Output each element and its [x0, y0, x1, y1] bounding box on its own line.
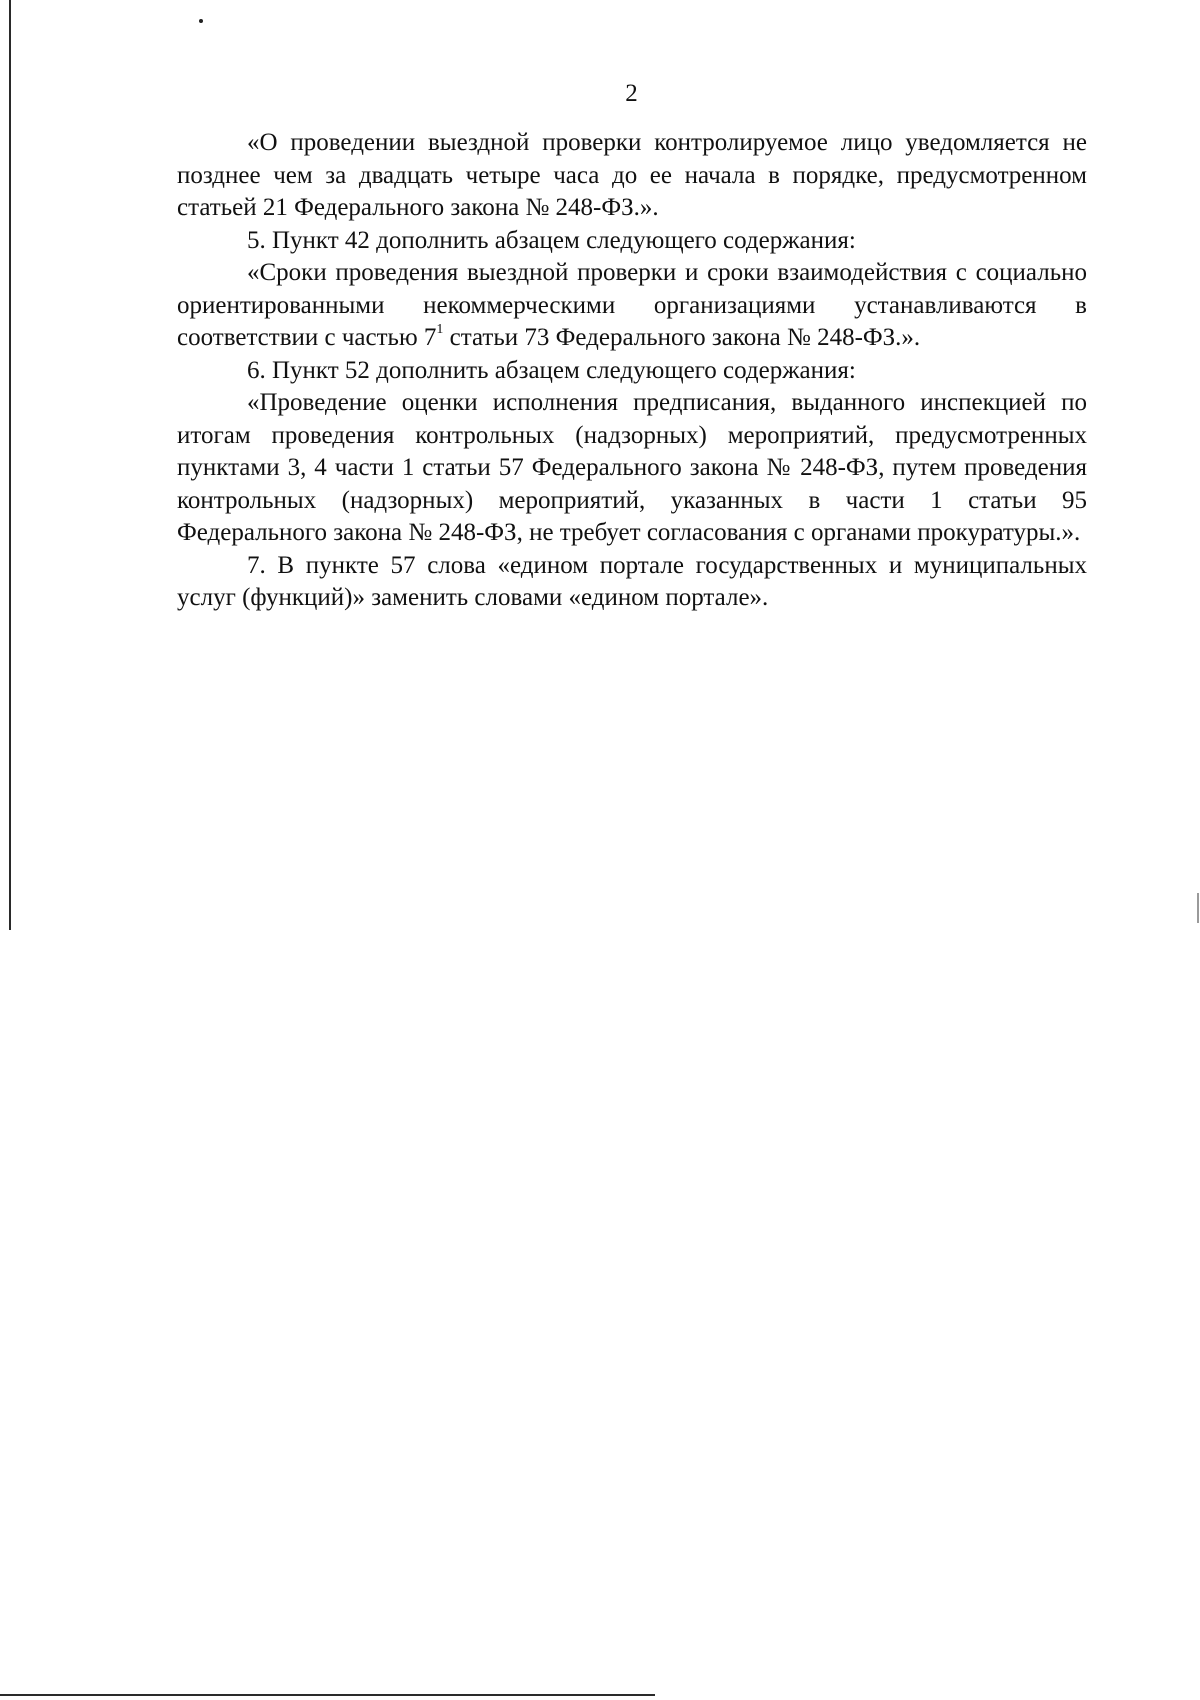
page-number: 2 — [625, 80, 638, 107]
paragraph-item-6: 6. Пункт 52 дополнить абзацем следующего содержания: — [247, 356, 856, 384]
superscript-index: 1 — [436, 321, 444, 337]
paragraph-terms — [177, 257, 1087, 355]
paragraph-item-7: 7. В пункте 57 слова «едином портале государственных и муниципальных услуг (функций)» заменить словами «едином портале». — [177, 551, 1087, 611]
scan-left-edge — [9, 0, 11, 930]
scan-bottom-edge — [0, 1694, 655, 1696]
paragraph-notification: «О проведении выездной проверки контролируемое лицо уведомляется не позднее чем за двадцать четыре часа до ее начала в порядке, предусмотренном статьей 21 Федерального закона № 248-ФЗ.». — [177, 129, 1087, 221]
scan-right-mark — [1197, 893, 1199, 923]
document-body — [177, 127, 1087, 615]
paragraph-item-5: 5. Пункт 42 дополнить абзацем следующего содержания: — [247, 226, 856, 254]
paragraph-assessment: «Проведение оценки исполнения предписания, выданного инспекцией по итогам проведения контрольных (надзорных) мероприятий, предусмотренных пунктами 3, 4 части 1 статьи 57 Федерального закона № 248-ФЗ, путем проведения контрольных (надзорных) мероприятий, указанных в части 1 статьи 95 Федерального закона № 248-ФЗ, не требует согласования с органами прокуратуры.». — [177, 389, 1087, 546]
paragraph-terms-text: «Сроки проведения выездной проверки и сроки взаимодействия с социально ориентированными некоммерческими организациями устанавливаются в соответствии с частью 7 — [177, 259, 1087, 351]
paragraph-terms-tail: статьи 73 Федерального закона № 248-ФЗ.». — [443, 324, 921, 351]
scan-speck — [199, 19, 203, 23]
